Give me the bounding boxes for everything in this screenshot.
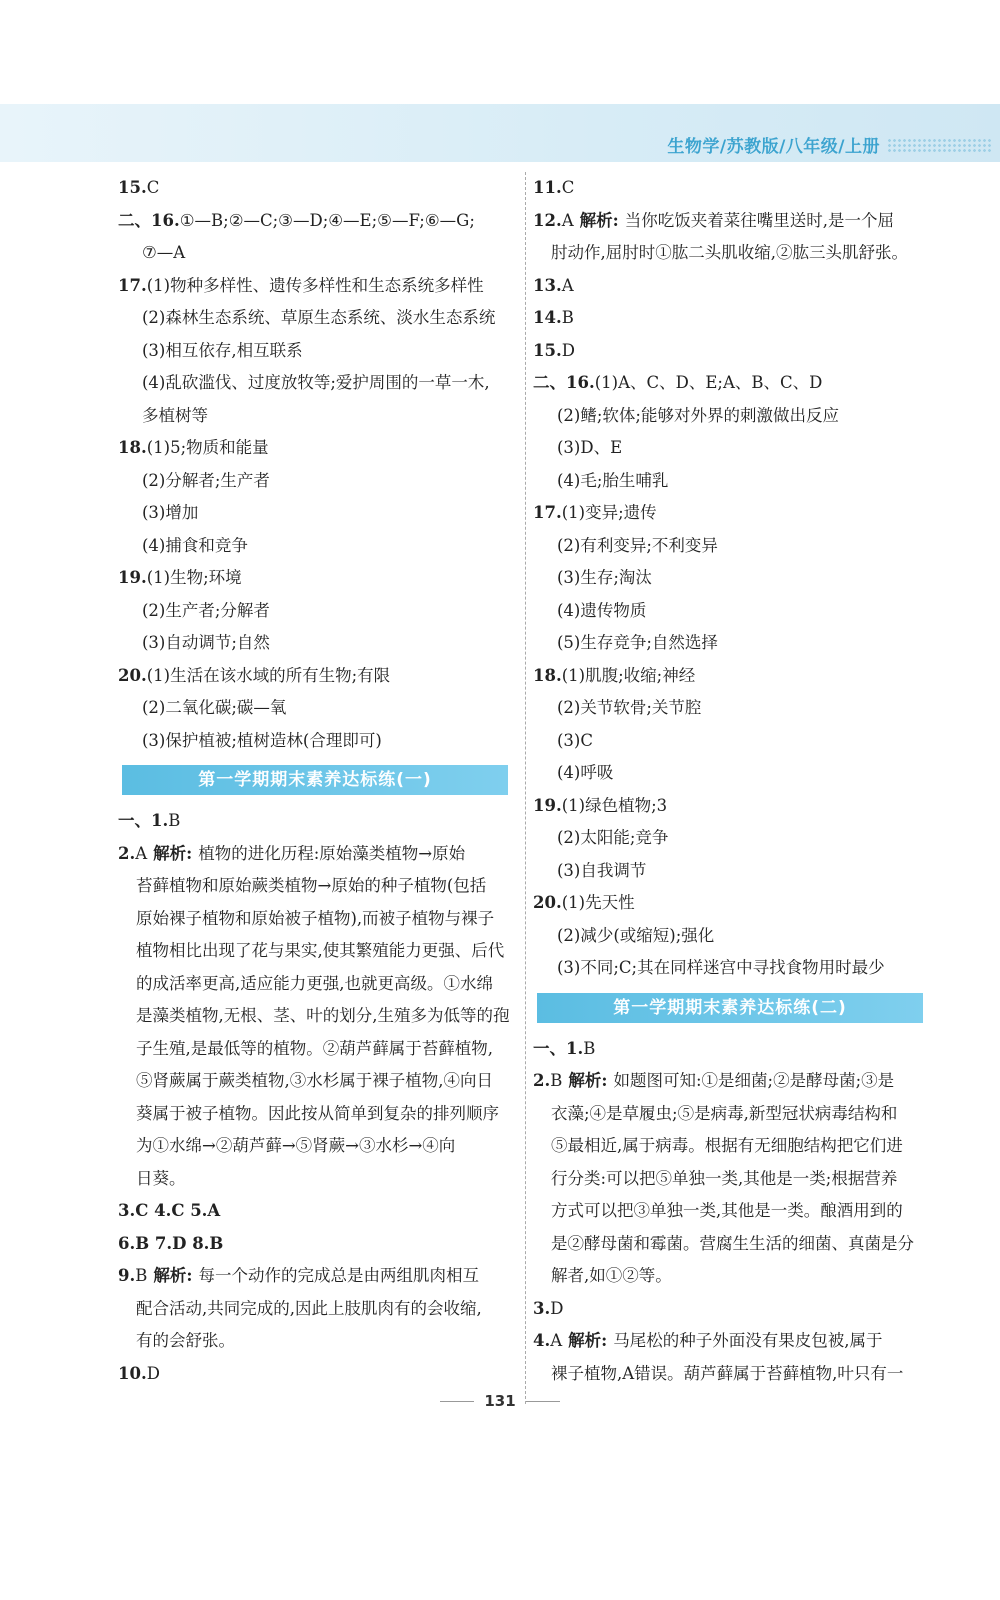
answer-line: 15.D <box>533 340 575 360</box>
section-banner: 第一学期期末素养达标练(一) <box>122 765 508 795</box>
answer-line: 行分类:可以把⑤单独一类,其他是一类;根据营养 <box>551 1168 898 1188</box>
answer-line: (3)增加 <box>142 503 199 522</box>
answer-line: 是藻类植物,无根、茎、叶的划分,生殖多为低等的孢 <box>136 1006 510 1025</box>
answer-line: 4.A 解析: 马尾松的种子外面没有果皮包被,属于 <box>533 1331 883 1350</box>
answer-line: (5)生存竞争;自然选择 <box>557 633 718 652</box>
answer-line: 有的会舒张。 <box>136 1331 235 1350</box>
answer-line: ⑤最相近,属于病毒。根据有无细胞结构把它们进 <box>551 1136 903 1155</box>
answer-line: 为①水绵→②葫芦藓→⑤肾蕨→③水杉→④向 <box>136 1136 456 1155</box>
answer-line: (4)呼吸 <box>557 763 614 782</box>
answer-line: 解者,如①②等。 <box>551 1266 672 1285</box>
answer-line: 植物相比出现了花与果实,使其繁殖能力更强、后代 <box>136 941 505 960</box>
answer-line: (4)乱砍滥伐、过度放牧等;爱护周围的一草一木, <box>142 373 490 392</box>
answer-line: 13.A <box>533 275 574 295</box>
answer-line: 葵属于被子植物。因此按从简单到复杂的排列顺序 <box>136 1103 499 1123</box>
header-title: 生物学/苏教版/八年级/上册 <box>667 137 880 157</box>
answer-line: (3)C <box>557 730 593 750</box>
answer-line: 19.(1)生物;环境 <box>118 568 242 587</box>
answer-line: 原始裸子植物和原始被子植物),而被子植物与裸子 <box>136 908 495 928</box>
answer-line: 日葵。 <box>136 1168 186 1188</box>
answer-line: (2)关节软骨;关节腔 <box>557 698 702 717</box>
answer-line: 二、16.①—B;②—C;③—D;④—E;⑤—F;⑥—G; <box>118 210 475 230</box>
answer-line: (2)生产者;分解者 <box>142 600 270 620</box>
answer-line: 3.C 4.C 5.A <box>118 1201 221 1220</box>
answer-line: (4)毛;胎生哺乳 <box>557 470 669 490</box>
answer-line: 18.(1)5;物质和能量 <box>118 438 269 457</box>
answer-line: 19.(1)绿色植物;3 <box>533 795 668 815</box>
answer-line: 15.C <box>118 178 160 197</box>
answer-line: (2)森林生态系统、草原生态系统、淡水生态系统 <box>142 308 496 327</box>
answer-line: 20.(1)先天性 <box>533 893 635 912</box>
answer-line: 苔藓植物和原始蕨类植物→原始的种子植物(包括 <box>136 876 487 895</box>
answer-line: 6.B 7.D 8.B <box>118 1233 224 1253</box>
answer-line: 是②酵母菌和霉菌。营腐生生活的细菌、真菌是分 <box>551 1233 914 1253</box>
answer-line: (4)捕食和竞争 <box>142 535 248 555</box>
answer-line: (3)保护植被;植树造林(合理即可) <box>142 730 382 750</box>
answer-line: 2.B 解析: 如题图可知:①是细菌;②是酵母菌;③是 <box>533 1071 895 1090</box>
answer-line: 方式可以把③单独一类,其他是一类。酿酒用到的 <box>551 1201 903 1220</box>
answer-line: (2)减少(或缩短);强化 <box>557 925 715 945</box>
answer-line: (3)自我调节 <box>557 860 647 880</box>
answer-line: 肘动作,屈肘时①肱二头肌收缩,②肱三头肌舒张。 <box>551 243 908 262</box>
answer-line: 9.B 解析: 每一个动作的完成总是由两组肌肉相互 <box>118 1266 479 1285</box>
answer-line: ⑦—A <box>142 243 186 262</box>
answer-line: 配合活动,共同完成的,因此上肢肌肉有的会收缩, <box>136 1298 482 1318</box>
answer-line: (3)D、E <box>557 438 623 457</box>
answer-line: (3)相互依存,相互联系 <box>142 340 303 360</box>
answer-line: 裸子植物,A错误。葫芦藓属于苔藓植物,叶只有一 <box>551 1363 904 1383</box>
answer-line: 一、1.B <box>533 1038 596 1058</box>
section-banner: 第一学期期末素养达标练(二) <box>537 993 923 1023</box>
page-number: 131 <box>0 1392 1000 1410</box>
answer-line: (4)遗传物质 <box>557 600 647 620</box>
answer-line: 17.(1)变异;遗传 <box>533 503 657 522</box>
answer-line: (2)鳍;软体;能够对外界的刺激做出反应 <box>557 405 839 425</box>
answer-line: 衣藻;④是草履虫;⑤是病毒,新型冠状病毒结构和 <box>551 1103 898 1123</box>
column-divider <box>525 172 526 1404</box>
answer-line: (2)分解者;生产者 <box>142 470 270 490</box>
answer-line: 一、1.B <box>118 811 181 830</box>
answer-line: 17.(1)物种多样性、遗传多样性和生态系统多样性 <box>118 275 484 295</box>
answer-line: 10.D <box>118 1363 160 1383</box>
answer-line: (2)有利变异;不利变异 <box>557 535 718 555</box>
answer-line: (3)生存;淘汰 <box>557 568 652 587</box>
answer-line: (3)不同;C;其在同样迷宫中寻找食物用时最少 <box>557 958 885 977</box>
answer-line: 11.C <box>533 178 575 197</box>
answer-line: 多植树等 <box>142 405 208 425</box>
answer-line: 18.(1)肌腹;收缩;神经 <box>533 665 696 685</box>
header-dot-pattern <box>887 138 992 152</box>
answer-line: (2)太阳能;竞争 <box>557 828 669 847</box>
answer-line: 的成活率更高,适应能力更强,也就更高级。①水绵 <box>136 973 493 993</box>
answer-line: 3.D <box>533 1298 564 1318</box>
answer-line: 子生殖,是最低等的植物。②葫芦藓属于苔藓植物, <box>136 1038 493 1058</box>
answer-line: ⑤肾蕨属于蕨类植物,③水杉属于裸子植物,④向日 <box>136 1071 493 1090</box>
answer-line: 20.(1)生活在该水域的所有生物;有限 <box>118 665 391 685</box>
answer-line: 二、16.(1)A、C、D、E;A、B、C、D <box>533 373 823 392</box>
answer-line: 12.A 解析: 当你吃饭夹着菜往嘴里送时,是一个屈 <box>533 210 894 230</box>
right-column <box>533 172 933 1390</box>
answer-line: (3)自动调节;自然 <box>142 633 270 652</box>
left-column <box>118 172 518 1390</box>
answer-line: 2.A 解析: 植物的进化历程:原始藻类植物→原始 <box>118 843 466 863</box>
answer-line: (2)二氧化碳;碳—氧 <box>142 698 287 717</box>
answer-line: 14.B <box>533 308 574 327</box>
